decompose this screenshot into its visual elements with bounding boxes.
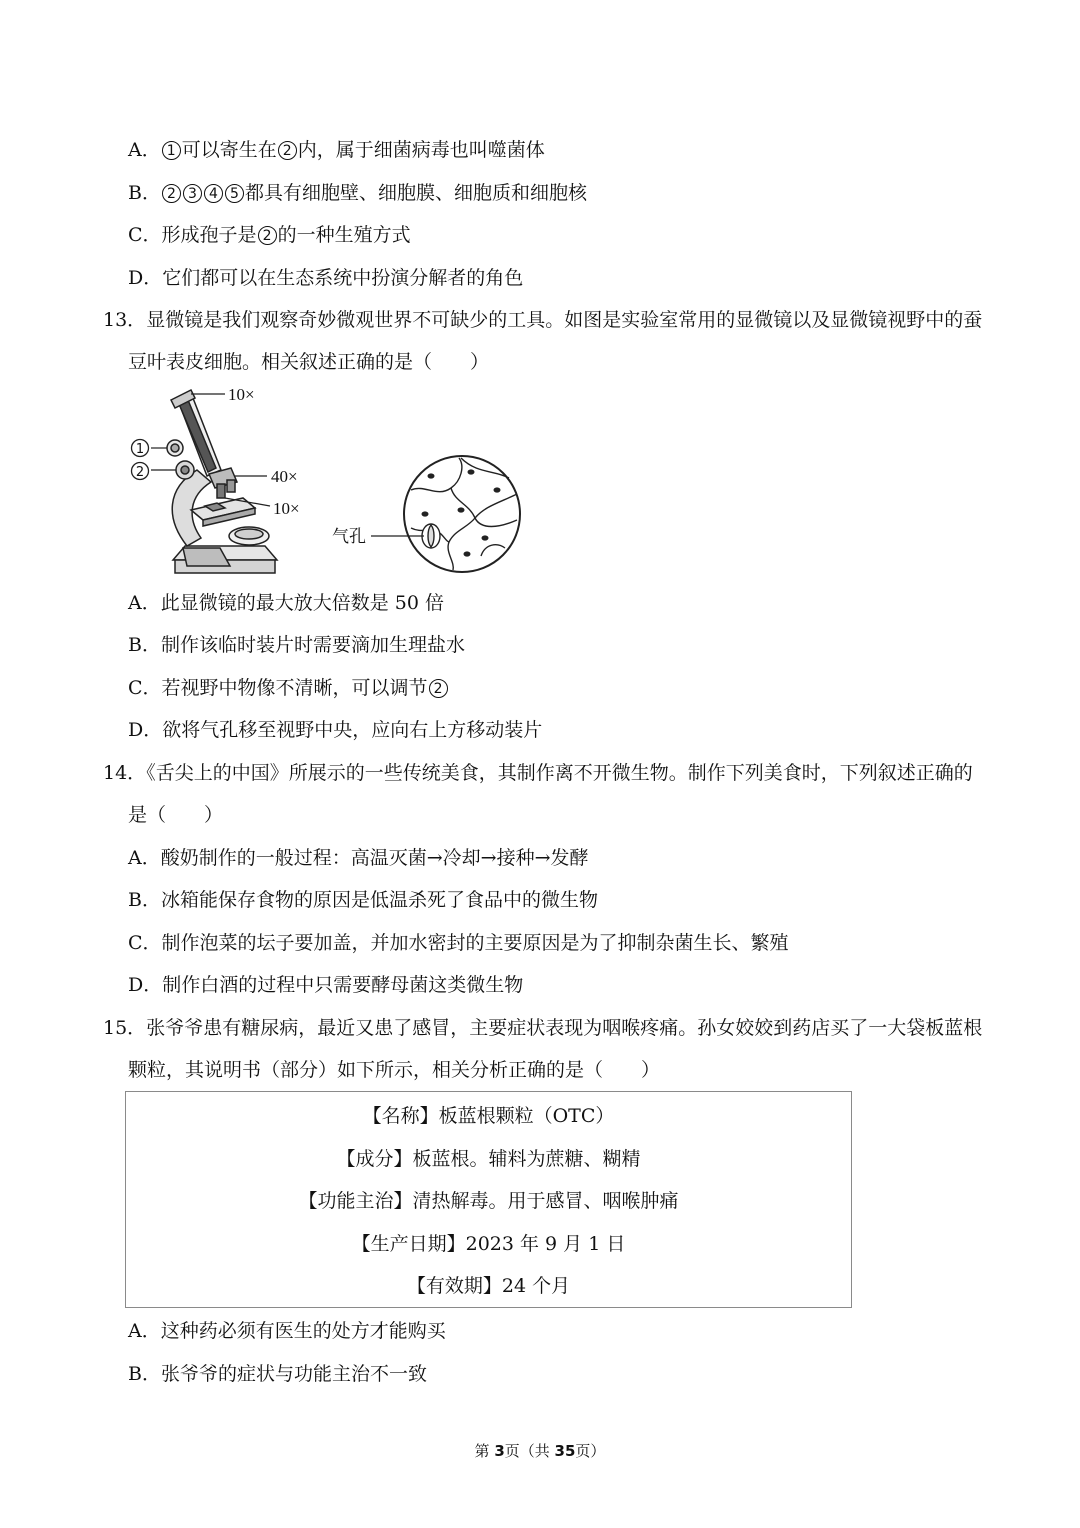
objective-low-label: 10× <box>273 499 300 518</box>
option-label: B． <box>128 889 161 911</box>
question-number: 14． <box>103 762 147 784</box>
q14-stem-line-1 <box>103 760 973 786</box>
option-label: D． <box>128 974 163 996</box>
stoma-label: 气孔 <box>332 527 366 547</box>
circled-number: 2 <box>258 226 277 245</box>
medicine-validity: 【有效期】24 个月 <box>406 1275 571 1297</box>
option-label: B． <box>128 182 161 204</box>
q13-option-a <box>128 590 444 616</box>
medicine-ingredients: 【成分】板蓝根。辅料为蔗糖、糊精 <box>336 1148 641 1170</box>
option-text: 这种药必须有医生的处方才能购买 <box>160 1320 446 1342</box>
q15-stem-line-2: 颗粒，其说明书（部分）如下所示，相关分析正确的是（ ） <box>128 1059 661 1081</box>
circled-number: 5 <box>225 184 244 203</box>
circled-number: 2 <box>162 184 181 203</box>
footer-text: 页） <box>575 1442 606 1460</box>
q13-option-c <box>128 675 449 701</box>
option-text: 制作泡菜的坛子要加盖，并加水密封的主要原因是为了抑制杂菌生长、繁殖 <box>161 932 789 954</box>
q12-option-a <box>128 137 545 163</box>
q15-option-b <box>128 1361 427 1387</box>
option-label: A． <box>128 592 161 614</box>
option-label: C． <box>128 932 162 954</box>
option-text: 制作白酒的过程中只需要酵母菌这类微生物 <box>162 974 524 996</box>
medicine-name: 【名称】板蓝根颗粒（OTC） <box>362 1105 615 1127</box>
medicine-label-box <box>125 1091 852 1308</box>
option-label: D． <box>128 267 163 289</box>
option-text: 都具有细胞壁、细胞膜、细胞质和细胞核 <box>244 182 587 204</box>
option-text: 内，属于细菌病毒也叫噬菌体 <box>297 139 545 161</box>
option-text: 酸奶制作的一般过程：高温灭菌→冷却→接种→发酵 <box>160 847 589 869</box>
option-label: A． <box>128 139 161 161</box>
circled-number: 3 <box>183 184 202 203</box>
q14-option-a <box>128 845 589 871</box>
option-text: 可以寄生在 <box>181 139 277 161</box>
option-label: A． <box>128 1320 161 1342</box>
circled-number: 2 <box>429 679 448 698</box>
question-text: 张爷爷患有糖尿病，最近又患了感冒，主要症状表现为咽喉疼痛。孙女姣姣到药店买了一大袋板蓝根 <box>146 1017 983 1039</box>
q13-option-d <box>128 717 542 743</box>
option-text: 张爷爷的症状与功能主治不一致 <box>160 1363 427 1385</box>
circled-number: 2 <box>278 141 297 160</box>
marker-2-text: 2 <box>135 465 145 480</box>
page-footer <box>0 1441 1080 1461</box>
option-text: 形成孢子是 <box>161 224 257 246</box>
microscope-figure <box>125 378 545 583</box>
option-label: B． <box>128 1363 161 1385</box>
medicine-production-date: 【生产日期】2023 年 9 月 1 日 <box>351 1233 626 1255</box>
option-text: 冰箱能保存食物的原因是低温杀死了食品中的微生物 <box>160 889 598 911</box>
medicine-indications: 【功能主治】清热解毒。用于感冒、咽喉肿痛 <box>298 1190 679 1212</box>
microscope-icon <box>167 390 277 573</box>
q12-option-d <box>128 265 523 291</box>
objective-high-label: 40× <box>271 467 298 486</box>
q14-option-c <box>128 930 789 956</box>
option-label: B． <box>128 634 161 656</box>
option-text: 制作该临时装片时需要滴加生理盐水 <box>160 634 465 656</box>
eyepiece-label: 10× <box>228 385 255 404</box>
option-text: 若视野中物像不清晰，可以调节 <box>161 677 428 699</box>
circled-number: 1 <box>162 141 181 160</box>
marker-1 <box>132 440 149 458</box>
option-label: C． <box>128 677 162 699</box>
marker-1-text: 1 <box>135 442 145 457</box>
q12-option-b <box>128 180 587 206</box>
question-text: 《舌尖上的中国》所展示的一些传统美食，其制作离不开微生物。制作下列美食时，下列叙述正确的 <box>146 762 973 784</box>
marker-2 <box>132 463 149 481</box>
q14-stem-line-2: 是（ ） <box>128 804 224 826</box>
option-label: A． <box>128 847 161 869</box>
footer-text: 第 <box>474 1442 495 1460</box>
circled-number: 4 <box>204 184 223 203</box>
option-label: C． <box>128 224 162 246</box>
question-number: 13． <box>103 309 147 331</box>
option-text: 欲将气孔移至视野中央，应向右上方移动装片 <box>162 719 543 741</box>
question-number: 15． <box>103 1017 147 1039</box>
option-text: 的一种生殖方式 <box>277 224 411 246</box>
question-text: 显微镜是我们观察奇妙微观世界不可缺少的工具。如图是实验室常用的显微镜以及显微镜视野中的蚕 <box>146 309 983 331</box>
q13-option-b <box>128 632 465 658</box>
q13-stem-line-1 <box>103 307 982 333</box>
q12-option-c <box>128 222 411 248</box>
page-number: 3 <box>494 1442 505 1460</box>
option-label: D． <box>128 719 163 741</box>
total-pages: 35 <box>554 1442 576 1460</box>
option-text: 此显微镜的最大放大倍数是 50 倍 <box>160 592 444 614</box>
footer-text: 页（共 <box>504 1442 555 1460</box>
q13-stem-line-2: 豆叶表皮细胞。相关叙述正确的是（ ） <box>128 351 490 373</box>
q15-option-a <box>128 1318 446 1344</box>
q14-option-b <box>128 887 598 913</box>
field-of-view-cells <box>404 456 520 572</box>
option-text: 它们都可以在生态系统中扮演分解者的角色 <box>162 267 524 289</box>
q14-option-d <box>128 972 523 998</box>
q15-stem-line-1 <box>103 1015 982 1041</box>
